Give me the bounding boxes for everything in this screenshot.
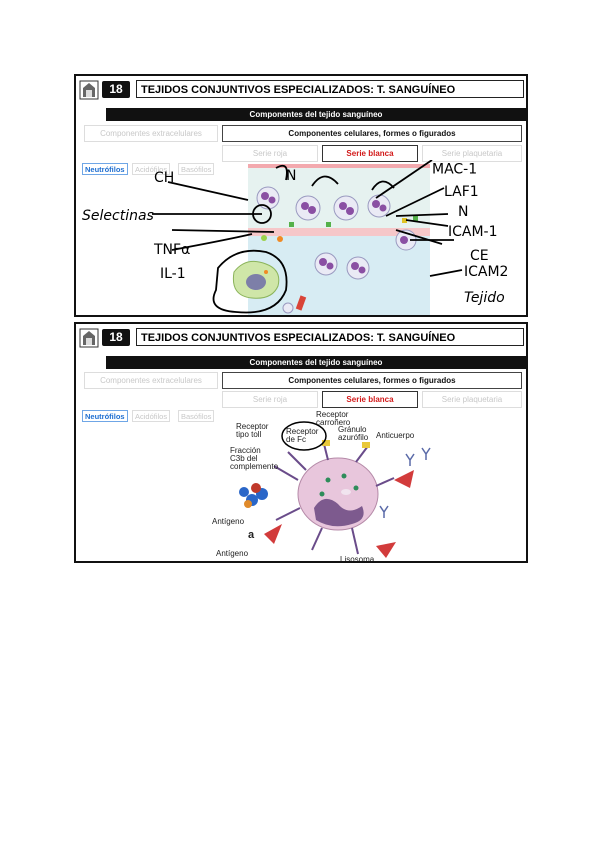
- subtab-acidofilos[interactable]: Acidófilos: [132, 163, 170, 175]
- annotation-il1: IL-1: [160, 266, 186, 282]
- tab-serie-blanca[interactable]: Serie blanca: [322, 145, 418, 162]
- neutrophil-receptor-diagram: [76, 408, 526, 563]
- tab-serie-roja[interactable]: Serie roja: [222, 391, 318, 408]
- annotation-mac1: MAC-1: [432, 161, 478, 178]
- label-fraccion-line3: complemento: [230, 462, 279, 471]
- tab-serie-blanca[interactable]: Serie blanca: [322, 391, 418, 408]
- label-antigeno-2: Antígeno: [216, 549, 249, 558]
- label-lisosoma: Lisosoma: [340, 555, 375, 563]
- label-receptor-carronero-line2: carroñero: [316, 418, 351, 427]
- university-crest-icon: [78, 327, 100, 349]
- leukocyte-extravasation-diagram: [76, 160, 526, 315]
- label-granulo-azurofilo: Gránulo: [338, 425, 367, 434]
- macrophage-cell: [233, 261, 278, 298]
- tab-componentes-celulares[interactable]: Componentes celulares, formes o figurados: [222, 372, 522, 389]
- slide-title: TEJIDOS CONJUNTIVOS ESPECIALIZADOS: T. SANGUÍNEO: [136, 328, 524, 346]
- slide-2: [74, 322, 528, 563]
- annotation-tnf: TNFα: [154, 242, 191, 258]
- annotation-icam2: ICAM2: [464, 264, 509, 280]
- label-antigeno: Antígeno: [212, 517, 245, 526]
- tab-serie-roja[interactable]: Serie roja: [222, 145, 318, 162]
- subtab-neutrofilos[interactable]: Neutrófilos: [82, 163, 128, 175]
- label-fraccion-line2: C3b del: [230, 454, 258, 463]
- annotation-tejido: Tejido: [464, 290, 505, 306]
- label-receptor-fc-line2: de Fc: [286, 435, 307, 444]
- annotation-ce: CE: [470, 248, 489, 264]
- tab-componentes-extracelulares[interactable]: Componentes extracelulares: [84, 372, 218, 389]
- label-receptor-toll: Receptor: [236, 422, 269, 431]
- annotation-laf1: LAF1: [444, 184, 479, 200]
- label-anticuerpo: Anticuerpo: [376, 431, 415, 440]
- subtab-basofilos[interactable]: Basófilos: [178, 163, 214, 175]
- subtab-neutrofilos[interactable]: Neutrófilos: [82, 410, 128, 422]
- tab-serie-plaquetaria[interactable]: Serie plaquetaria: [422, 391, 522, 408]
- label-receptor-fc: Receptor: [286, 427, 319, 436]
- label-receptor-carronero: Receptor: [316, 410, 349, 419]
- label-fraccion-c3b: Fracción: [230, 446, 261, 455]
- slide-title: TEJIDOS CONJUNTIVOS ESPECIALIZADOS: T. SANGUÍNEO: [136, 80, 524, 98]
- label-receptor-toll-line2: tipo toll: [236, 430, 262, 439]
- tab-componentes-extracelulares[interactable]: Componentes extracelulares: [84, 125, 218, 142]
- label-granulo-line2: azurófilo: [338, 433, 369, 442]
- subtab-acidofilos[interactable]: Acidófilos: [132, 410, 170, 422]
- annotation-n-right: N: [458, 204, 469, 220]
- annotation-ch: CH: [154, 170, 175, 186]
- section-bar: Componentes del tejido sanguíneo: [106, 356, 526, 369]
- slide-1: [74, 74, 528, 317]
- slide-number: 18: [102, 329, 130, 346]
- annotation-icam1: ICAM-1: [448, 224, 498, 240]
- section-bar: Componentes del tejido sanguíneo: [106, 108, 526, 121]
- slide-header: [76, 76, 526, 104]
- tab-serie-plaquetaria[interactable]: Serie plaquetaria: [422, 145, 522, 162]
- antigen-cluster: [239, 483, 268, 508]
- subtab-basofilos[interactable]: Basófilos: [178, 410, 214, 422]
- university-crest-icon: [78, 79, 100, 101]
- annotation-n-top: N: [286, 168, 297, 184]
- annotation-selectinas: Selectinas: [82, 208, 154, 224]
- slide-header: [76, 324, 526, 352]
- panel-letter-a: a: [248, 529, 255, 541]
- slide-number: 18: [102, 81, 130, 98]
- tab-componentes-celulares[interactable]: Componentes celulares, formes o figurados: [222, 125, 522, 142]
- neutrophil-cell: [298, 458, 378, 530]
